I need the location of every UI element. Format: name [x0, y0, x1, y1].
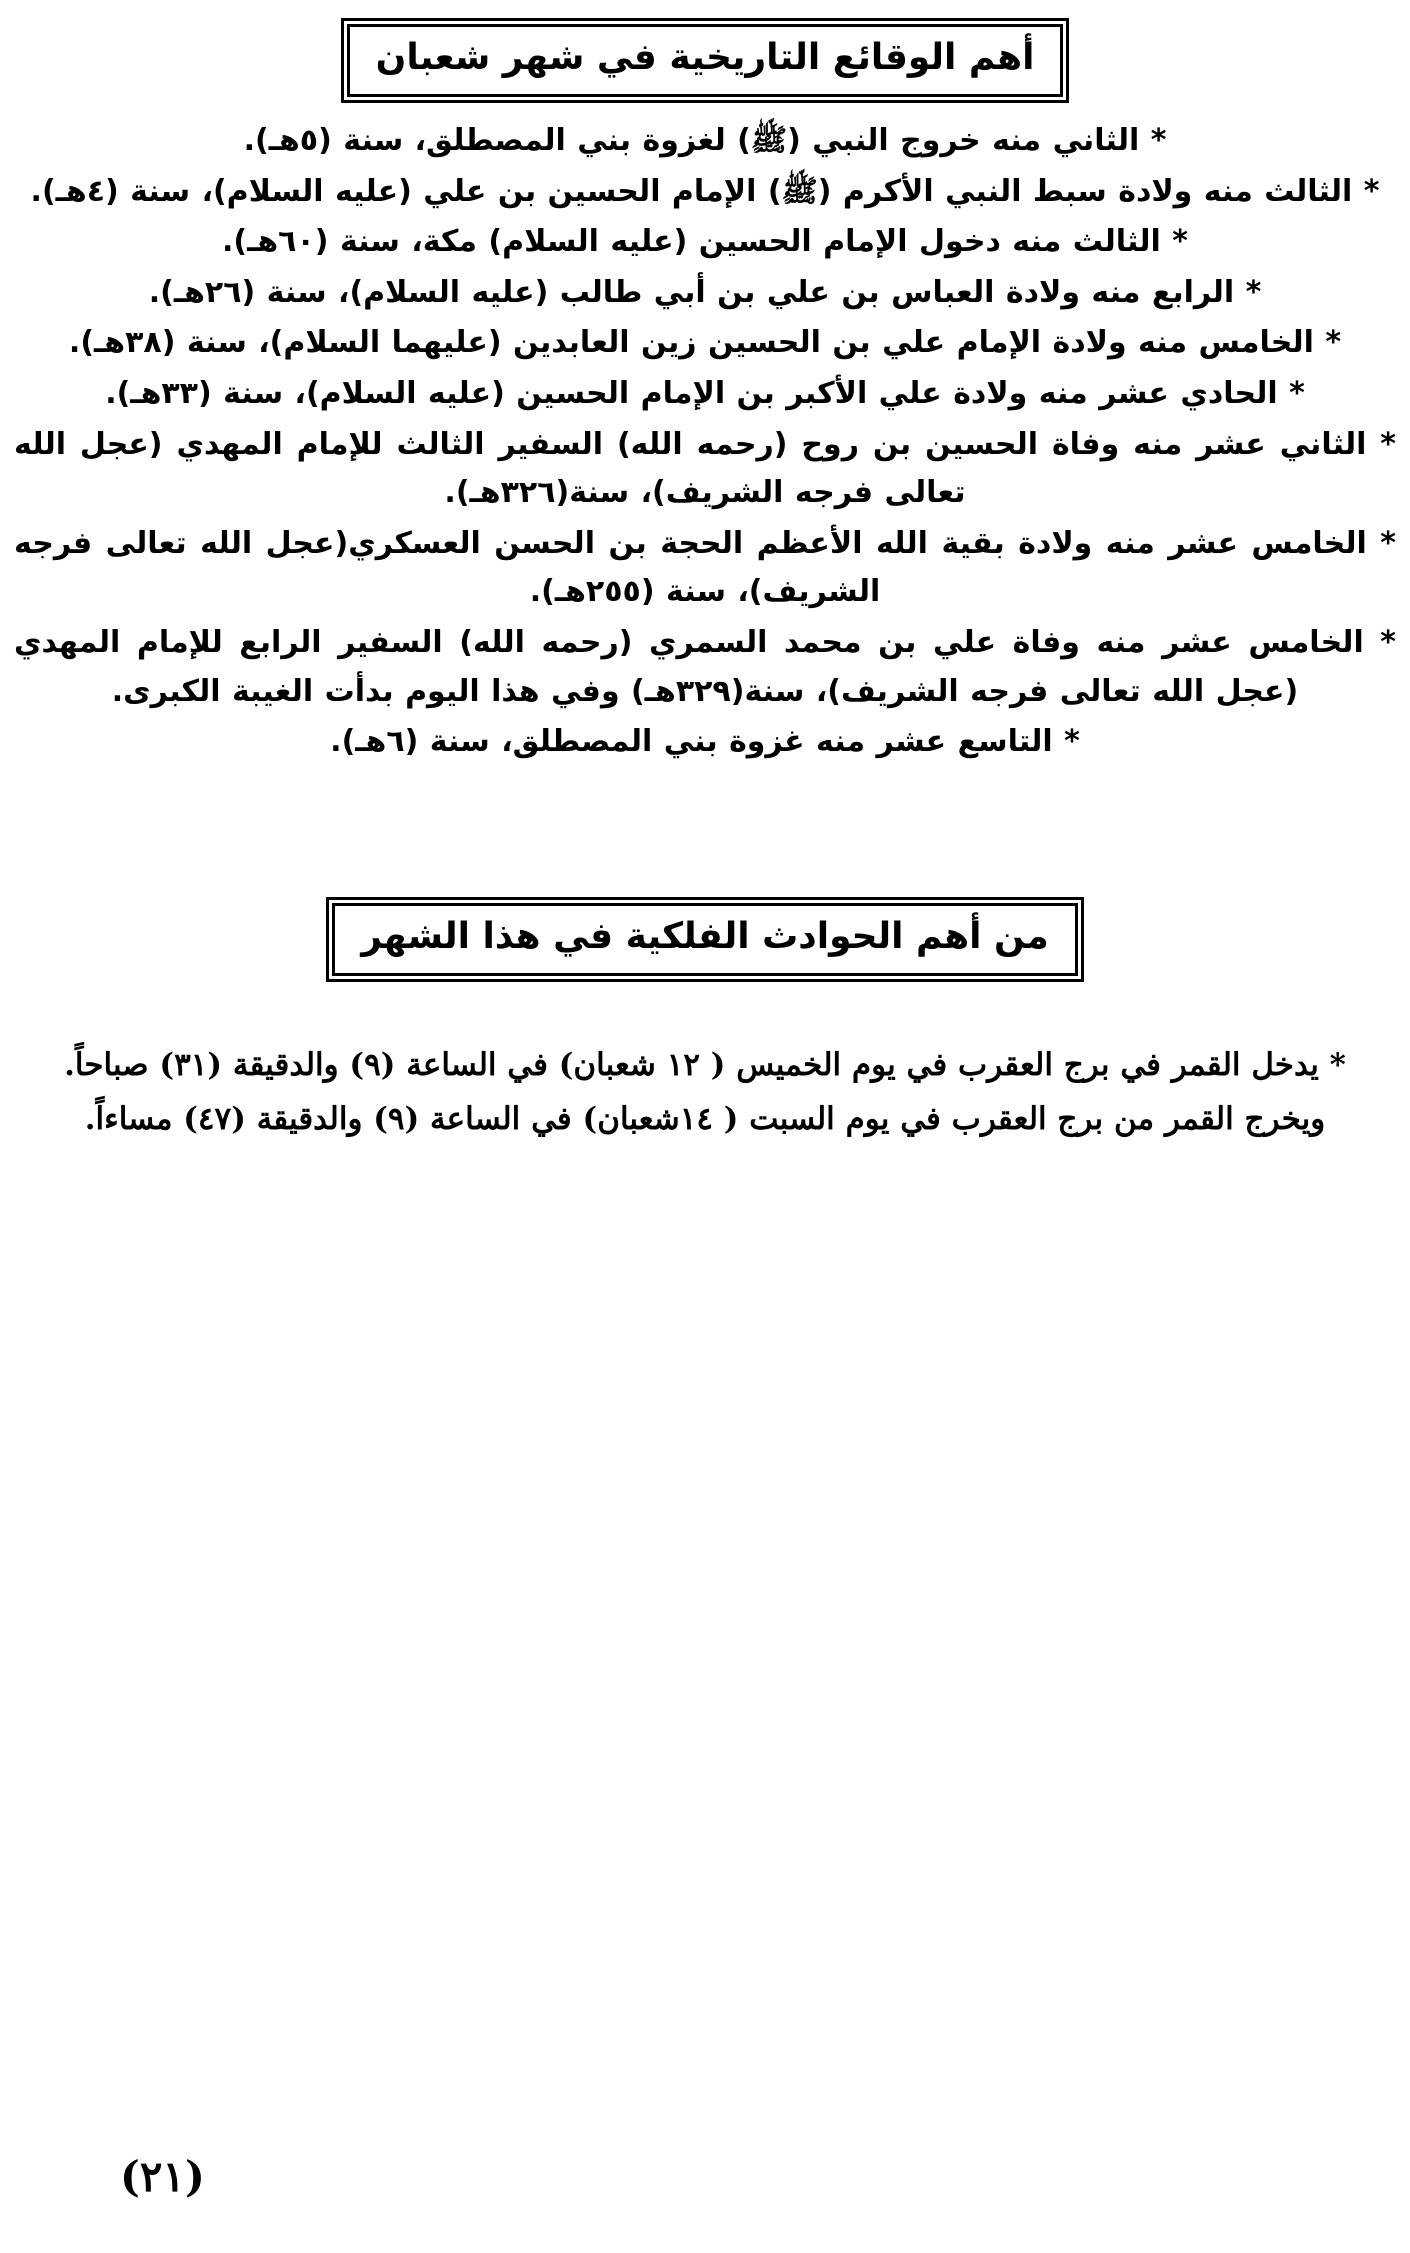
- historical-heading-text: أهم الوقائع التاريخية في شهر شعبان: [375, 37, 1035, 78]
- historical-heading-container: [0, 18, 1410, 103]
- astronomical-heading-container: [0, 897, 1410, 982]
- list-item: * الثاني عشر منه وفاة الحسين بن روح (رحمه الله) السفير الثالث للإمام المهدي (عجل الله تعالى فرجه الشريف)، سنة(٣٢٦هـ).: [14, 426, 1396, 511]
- astronomical-heading-text: من أهم الحوادث الفلكية في هذا الشهر: [361, 915, 1049, 957]
- list-item: * الثالث منه دخول الإمام الحسين (عليه السلام) مكة، سنة (٦٠هـ).: [222, 224, 1188, 260]
- list-item: * التاسع عشر منه غزوة بني المصطلق، سنة (٦هـ).: [330, 724, 1080, 760]
- list-item: * الخامس عشر منه وفاة علي بن محمد السمري (رحمه الله) السفير الرابع للإمام المهدي (عجل الله تعالى فرجه الشريف)، سنة(٣٢٩هـ) وفي هذا اليوم بدأت الغيبة الكبرى.: [14, 624, 1396, 709]
- list-item: * الخامس منه ولادة الإمام علي بن الحسين زين العابدين (عليهما السلام)، سنة (٣٨هـ).: [68, 325, 1342, 361]
- historical-heading-inner-border: [347, 24, 1064, 97]
- page-number: (٢١): [120, 2152, 205, 2201]
- astronomical-heading-box: [326, 897, 1083, 982]
- astronomical-paragraph: * يدخل القمر في برج العقرب في يوم الخميس ( ١٢ شعبان) في الساعة (٩) والدقيقة (٣١) صباحاً.: [64, 1046, 1346, 1083]
- list-item: * الرابع منه ولادة العباس بن علي بن أبي طالب (عليه السلام)، سنة (٢٦هـ).: [148, 274, 1262, 310]
- list-item: * الحادي عشر منه ولادة علي الأكبر بن الإمام الحسين (عليه السلام)، سنة (٣٣هـ).: [105, 375, 1305, 411]
- historical-events-list: [0, 117, 1410, 767]
- astronomical-heading-inner-border: [332, 903, 1077, 976]
- list-item: * الخامس عشر منه ولادة بقية الله الأعظم الحجة بن الحسن العسكري(عجل الله تعالى فرجه الشريف)، سنة (٢٥٥هـ).: [14, 525, 1396, 610]
- astronomical-events-section: [0, 1040, 1410, 1144]
- list-item: * الثاني منه خروج النبي (ﷺ) لغزوة بني المصطلق، سنة (٥هـ).: [243, 123, 1167, 158]
- document-page: [0, 18, 1410, 2253]
- historical-heading-box: [341, 18, 1070, 103]
- astronomical-paragraph: ويخرج القمر من برج العقرب في يوم السبت ( ١٤شعبان) في الساعة (٩) والدقيقة (٤٧) مساءاً.: [84, 1100, 1326, 1137]
- list-item: * الثالث منه ولادة سبط النبي الأكرم (ﷺ) الإمام الحسين بن علي (عليه السلام)، سنة (٤هـ).: [30, 173, 1380, 209]
